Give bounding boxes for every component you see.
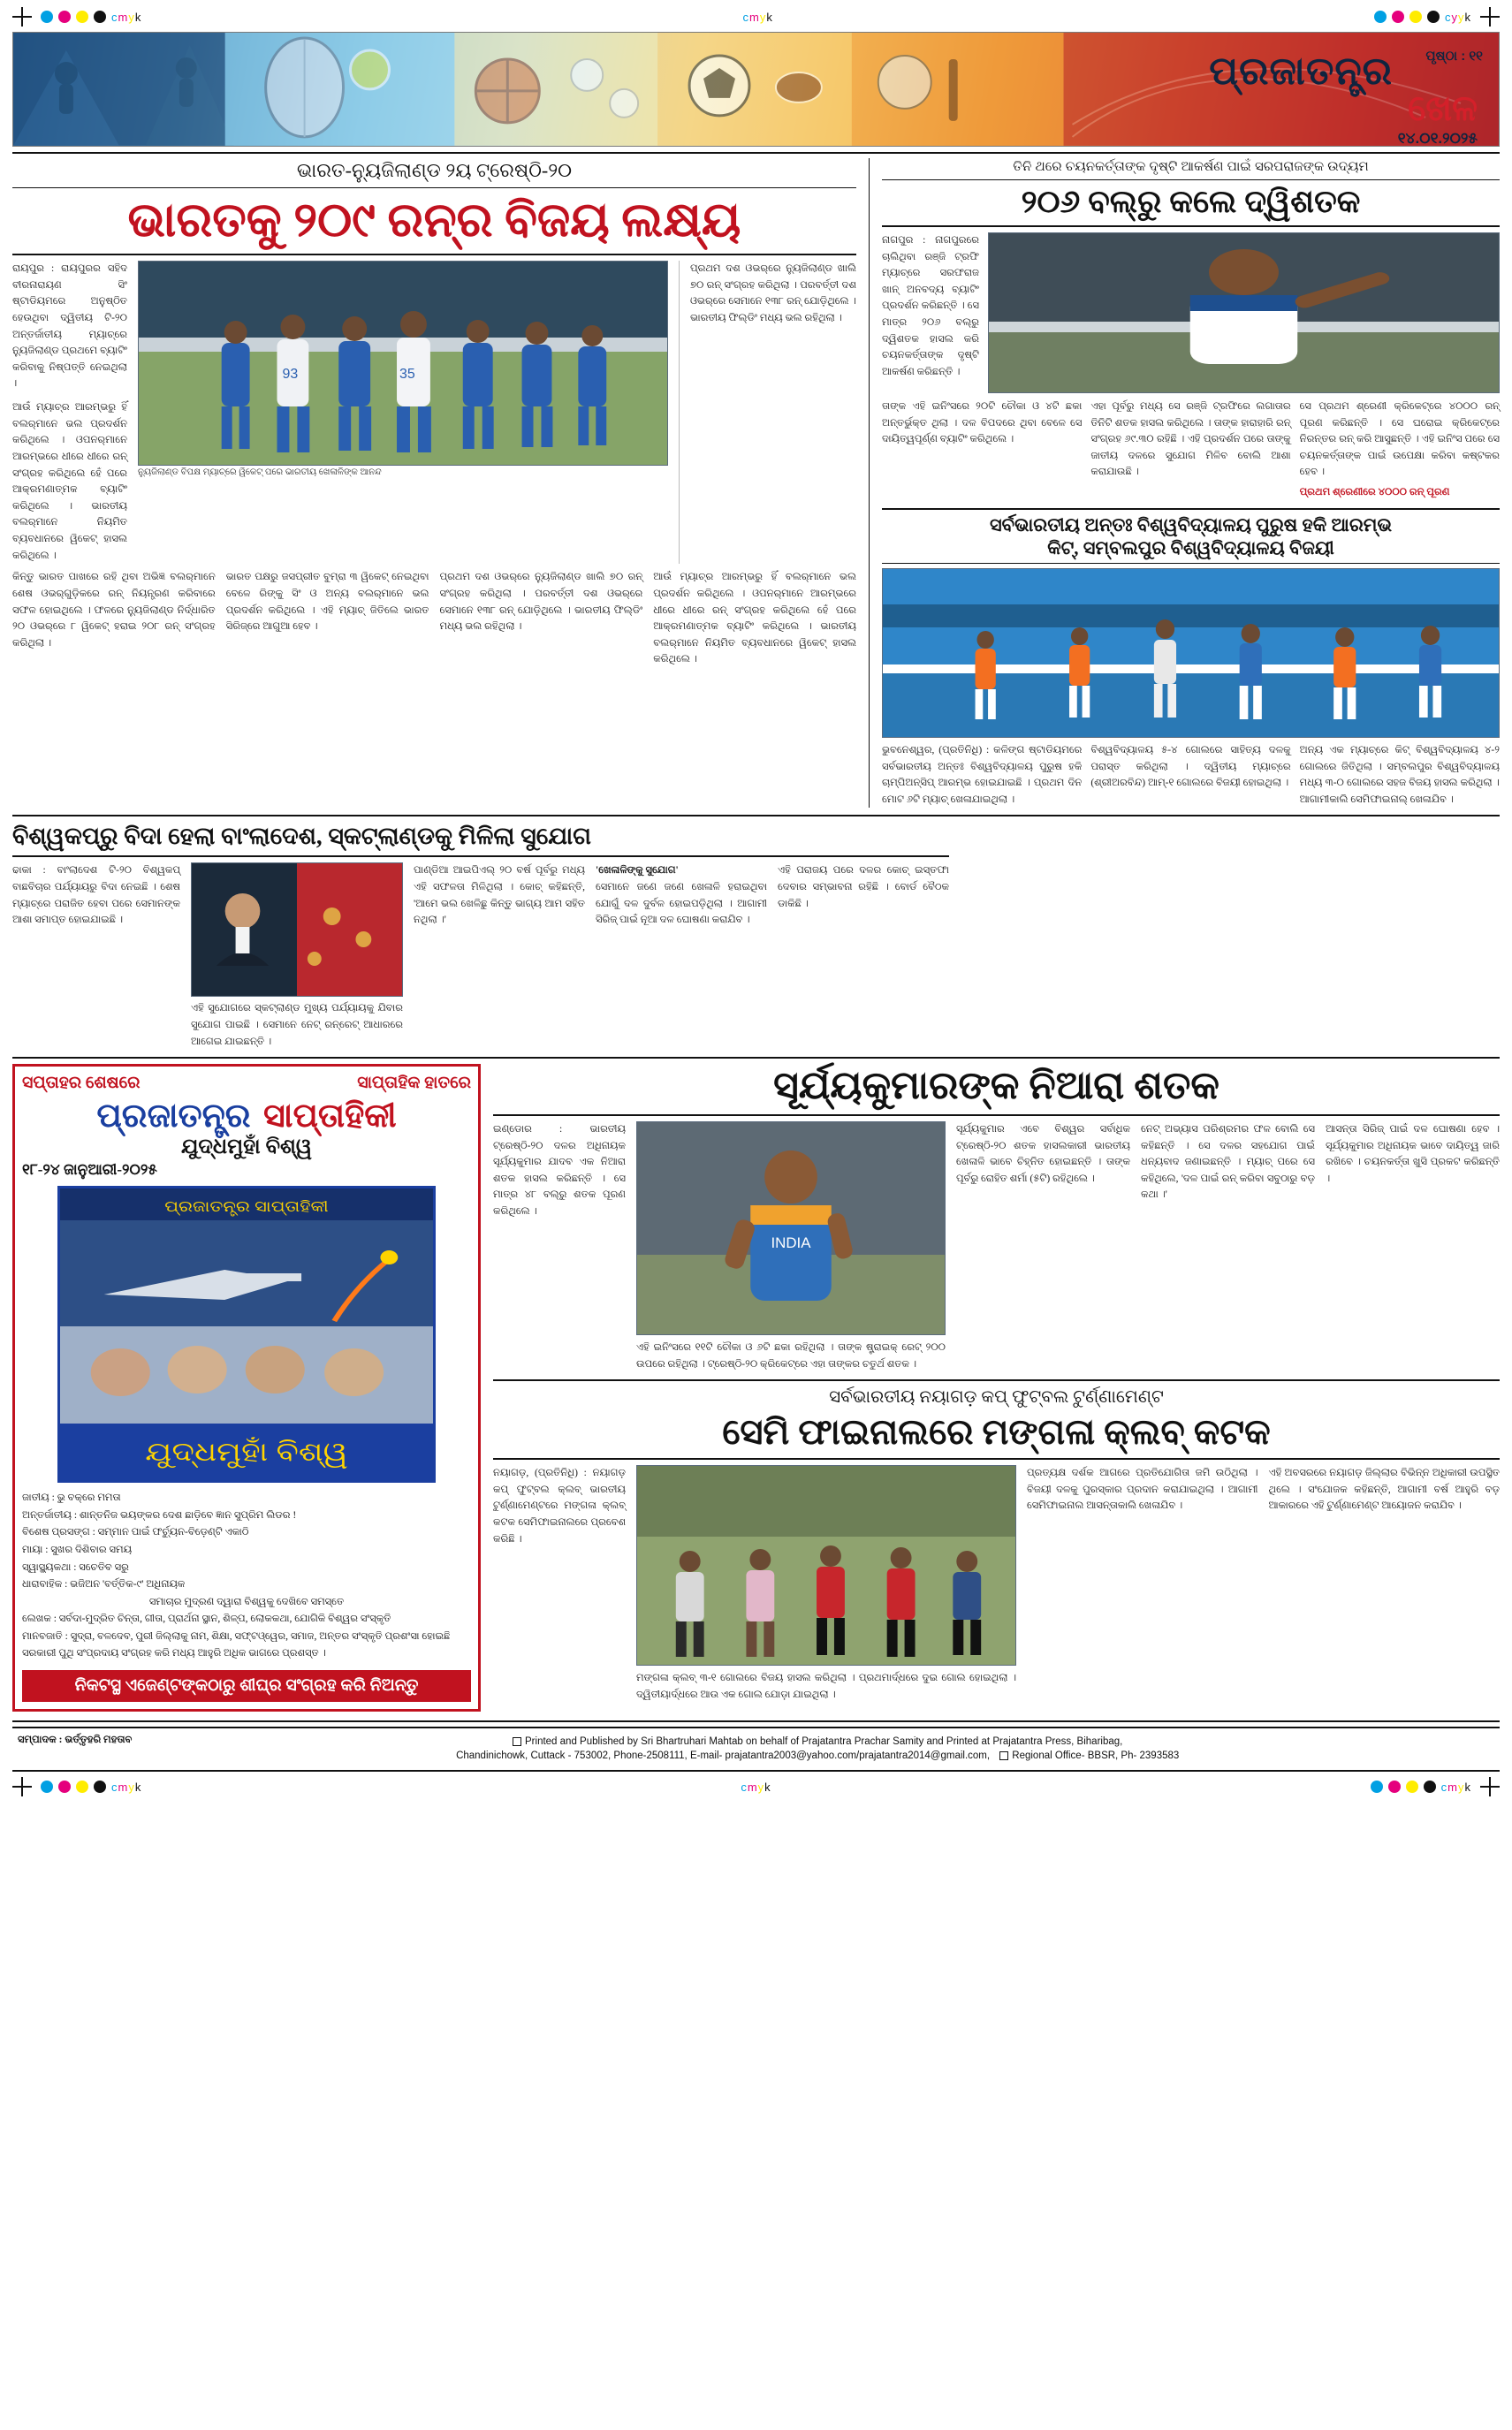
surya-photo xyxy=(636,1121,946,1335)
ad-line-5: ଧାରାବାହିକ : ଭଜିଅନ 'ବର୍ତ୍ତିକ-୯' ଅଧିନାୟକ xyxy=(22,1579,186,1591)
svg-text:ପ୍ରଜାତନ୍ତ୍ର ସାପ୍ତାହିକୀ: ପ୍ରଜାତନ୍ତ୍ର ସାପ୍ତାହିକୀ xyxy=(164,1199,329,1216)
masthead-section-title: ଖେଳ xyxy=(1408,88,1478,128)
ad-line-7: ଲେଖକ : ସର୍ବଦା-ମୁଦ୍ରିତ ଚିନ୍ତା, ଗୀତା, ପ୍ରାର୍ଥନା ସ୍ଥାନ, ଶିଳ୍ପ, ଲୋକକଥା, ଯୋଗିକି ବିଶ୍ୱର ସଂସ୍କୃତି xyxy=(22,1614,391,1625)
yellow-dot xyxy=(1406,1781,1418,1793)
page-number: ପୃଷ୍ଠା : ୧୧ xyxy=(1425,49,1483,64)
dc-kicker: ତିନି ଥରେ ଚୟନକର୍ତ୍ତାଙ୍କ ଦୃଷ୍ଟି ଆକର୍ଷଣ ପାଇଁ ସରପରାଜଙ୍କ ଉଦ୍ୟମ xyxy=(1013,159,1369,174)
football-kicker: ସର୍ବଭାରତୀୟ ନୟାଗଡ଼ କପ୍ ଫୁଟ୍‌ବଲ ଟୁର୍ଣ୍ଣାମେଣ୍ଟ xyxy=(829,1387,1164,1408)
rule xyxy=(12,855,949,857)
ad-top-right-label: ସାପ୍ତାହିକ ହାତରେ xyxy=(357,1074,471,1093)
lead-col-0: ଆଉଁ ମ୍ୟାଚ୍‌ର ଆରମ୍ଭରୁ ହିଁ ବଲର୍‌ମାନେ ଭଲ ପ୍ରଦର୍ଶନ କରିଥିଲେ । ଓପନର୍‌ମାନେ ଆରମ୍ଭରେ ଧୀରେ ଧୀରେ ରନ୍ ସଂଗ୍ରହ କରିଥିଲେ ହେଁ ପରେ ଆକ୍ରମଣାତ୍ମକ ବ୍ୟାଟିଂ କରିଥିଲେ । ଭାରତୀୟ ବଲର୍‌ମାନେ ନିୟମିତ ବ୍ୟବଧାନରେ ୱିକେଟ୍ ହାସଲ କରିଥିଲେ । xyxy=(12,402,127,561)
surya-col-0: ଇଣ୍ଡୋର : ଭାରତୀୟ ଟ୍ରେଷ୍ଠି-୨୦ ଦଳର ଅଧିନାୟକ ସୂର୍ଯ୍ୟକୁମାର ଯାଦବ ଏକ ନିଆରା ଶତକ ହାସଲ କରିଛନ୍ତି । ସେ ମାତ୍ର ୪୮ ବଲ୍‌ରୁ ଶତକ ପୂରଣ କରିଥିଲେ । xyxy=(493,1123,626,1218)
dc-highlight: ପ୍ରଥମ ଶ୍ରେଣୀରେ ୪୦୦୦ ରନ୍ ପୂରଣ xyxy=(1299,487,1450,498)
ad-line-0: ଜାତୀୟ : ଭୁ ବକ୍ରେ ମମତା xyxy=(22,1492,121,1504)
imprint-line-3: Regional Office- BBSR, Ph- 2393583 xyxy=(1012,1750,1180,1762)
imprint-line-1: Printed and Published by Sri Bhartruhari Mahtab on behalf of Prajatantra Prachar Samity and Printed at Prajatantra Press, Biharibag, xyxy=(525,1735,1123,1747)
dc-col-2: ଏହା ପୂର୍ବରୁ ମଧ୍ୟ ସେ ରଞ୍ଜି ଟ୍ରଫିରେ ଲଗାତାର ତିନିଟି ଶତକ ହାସଲ କରିଥିଲେ । ତାଙ୍କ ହାରାହାରି ରନ୍ ସଂଗ୍ରହ ୬୯.୩୦ ରହିଛି । ଏହି ପ୍ରଦର୍ଶନ ପରେ ତାଙ୍କୁ ଜାତୀୟ ଦଳରେ ସୁଯୋଗ ମିଳିବ ବୋଲି ଆଶା କରାଯାଉଛି । xyxy=(1090,400,1291,478)
bd-col-1: ଏହି ସୁଯୋଗରେ ସ୍କଟ୍‌ଲାଣ୍ଡ ମୁଖ୍ୟ ପର୍ଯ୍ୟାୟକୁ ଯିବାର ସୁଯୋଗ ପାଇଛି । ସେମାନେ ନେଟ୍ ରନ୍‌ରେଟ୍ ଆଧାରରେ ଆଗେଇ ଯାଇଛନ୍ତି । xyxy=(191,1003,403,1047)
bangladesh-story xyxy=(12,821,949,1050)
hockey-col-0: ଭୁବନେଶ୍ୱର, (ପ୍ରତିନିଧି) : କଳିଙ୍ଗ ଷ୍ଟାଡିୟମରେ ସର୍ବଭାରତୀୟ ଅନ୍ତଃ ବିଶ୍ୱବିଦ୍ୟାଳୟ ପୁରୁଷ ହକି ଚାମ୍ପିଅନ୍‌ସିପ୍ ଆରମ୍ଭ ହୋଇଯାଇଛି । ପ୍ରଥମ ଦିନ ମୋଟ ୬ଟି ମ୍ୟାଚ୍ ଖେଳାଯାଇଥିଲା । xyxy=(882,744,1083,805)
bd-photo xyxy=(191,862,403,997)
bd-col-2: ପାଣ୍ଡିଆ ଆଇପିଏଲ୍ ୨୦ ବର୍ଷ ପୂର୍ବରୁ ମଧ୍ୟ ଏହି ସଫଳତା ମିଳିଥିଲା । କୋଚ୍ କହିଛନ୍ତି, 'ଆମେ ଭଲ ଖେଳିଛୁ କିନ୍ତୁ ଭାଗ୍ୟ ଆମ ସହିତ ନଥିଲା ।' xyxy=(414,865,585,926)
rule xyxy=(12,1057,1500,1059)
square-bullet-icon-2 xyxy=(999,1751,1008,1760)
registration-mark-left xyxy=(12,7,32,27)
registration-mark-bottom-right xyxy=(1480,1777,1500,1796)
cmyk-label-right: cyyk xyxy=(1445,10,1471,24)
surya-headline: ସୂର୍ଯ୍ୟକୁମାରଙ୍କ ନିଆରା ଶତକ xyxy=(773,1064,1219,1108)
svg-text:35: 35 xyxy=(399,367,415,383)
svg-text:INDIA: INDIA xyxy=(771,1234,811,1251)
yellow-dot xyxy=(1409,11,1422,23)
lead-kicker: ଭାରତ-ନ୍ୟୁଜିଲାଣ୍ଡ ୨ୟ ଟ୍ରେଷ୍ଠି-୨୦ xyxy=(296,159,573,181)
masthead-date: ୧୪.୦୧.୨୦୨୫ xyxy=(1397,130,1478,147)
square-bullet-icon xyxy=(513,1737,521,1746)
advertisement[interactable] xyxy=(12,1064,481,1711)
imprint xyxy=(12,1727,1500,1772)
lead-col-3b: ପ୍ରଥମ ଦଶ ଓଭର୍‌ରେ ନ୍ୟୁଜିଲାଣ୍ଡ ଖାଲି ୭୦ ରନ୍ ସଂଗ୍ରହ କରିଥିଲା । ପରବର୍ତ୍ତୀ ଦଶ ଓଭର୍‌ରେ ସେମାନେ ୧୩୮ ରନ୍ ଯୋଡ଼ିଥିଲେ । ଭାରତୀୟ ଫିଲ୍ଡିଂ ମଧ୍ୟ ଭଲ ରହିଥିଲା । xyxy=(439,572,643,633)
ad-line-1: ଅନ୍ତର୍ଜାତୀୟ : ଶାନ୍ତନିଜ ଭୟଙ୍କର ଦେଶ ଛାଡ଼ିବେ ଜ୍ଞାନ ସୁପ୍ରିମ ଲିଡର ! xyxy=(22,1509,297,1521)
svg-text:93: 93 xyxy=(282,367,299,383)
masthead-title-group xyxy=(1209,49,1393,93)
lead-col-3: ପ୍ରଥମ ଦଶ ଓଭର୍‌ରେ ନ୍ୟୁଜିଲାଣ୍ଡ ଖାଲି ୭୦ ରନ୍ ସଂଗ୍ରହ କରିଥିଲା । ପରବର୍ତ୍ତୀ ଦଶ ଓଭର୍‌ରେ ସେମାନେ ୧୩୮ ରନ୍ ଯୋଡ଼ିଥିଲେ । ଭାରତୀୟ ଫିଲ୍ଡିଂ ମଧ୍ୟ ଭଲ ରହିଥିଲା । xyxy=(690,263,856,323)
dc-photo-graphic xyxy=(989,233,1499,392)
rule-below-masthead xyxy=(12,152,1500,154)
lead-photo-graphic xyxy=(139,262,667,465)
surya-col-4: ଆସନ୍ତା ସିରିଜ୍ ପାଇଁ ଦଳ ଘୋଷଣା ହେବ । ସୂର୍ଯ୍ୟକୁମାର ଅଧିନାୟକ ଭାବେ ଦାୟିତ୍ୱ ଜାରି ରଖିବେ । ଚୟନକର୍ତ୍ତା ଖୁସି ପ୍ରକଟ କରିଛନ୍ତି । xyxy=(1326,1123,1500,1184)
ad-title-1: ପ୍ରଜାତନ୍ତ୍ର xyxy=(96,1097,251,1135)
cyan-dot xyxy=(41,1781,53,1793)
vertical-rule xyxy=(869,158,870,808)
cyan-dot xyxy=(41,11,53,23)
football-headline: ସେମି ଫାଇନାଲରେ ମଙ୍ଗଳା କ୍ଲବ୍ କଟକ xyxy=(722,1412,1271,1453)
bd-col-4: ଏହି ପରାଜୟ ପରେ ଦଳର କୋଚ୍ ଇସ୍ତଫା ଦେବାର ସମ୍ଭାବନା ରହିଛି । ବୋର୍ଡ ବୈଠକ ଡାକିଛି । xyxy=(778,865,949,909)
ad-line-4: ସ୍ୱାସ୍ଥ୍ୟକଥା : ସଚେତିବ ସରୁ xyxy=(22,1561,129,1573)
bd-headline: ବିଶ୍ୱକପ୍‌ରୁ ବିଦା ହେଲା ବାଂଲାଦେଶ, ସ୍କଟ୍‌ଲାଣ୍ଡକୁ ମିଳିଲା ସୁଯୋଗ xyxy=(12,823,591,850)
hockey-col-2: ଅନ୍ୟ ଏକ ମ୍ୟାଚ୍‌ରେ କିଟ୍ ବିଶ୍ୱବିଦ୍ୟାଳୟ ୪-୨ ଗୋଲରେ ଜିତିଥିଲା । ସମ୍ବଲପୁର ବିଶ୍ୱବିଦ୍ୟାଳୟ ମଧ୍ୟ ୩-୦ ଗୋଲରେ ସହଜ ବିଜୟ ହାସଲ କରିଥିଲା । ଆଗାମୀକାଲି ସେମିଫାଇନାଲ୍ ଖେଳାଯିବ । xyxy=(1299,744,1500,805)
rule xyxy=(12,187,856,188)
lead-story xyxy=(12,158,856,808)
dc-col-3: ସେ ପ୍ରଥମ ଶ୍ରେଣୀ କ୍ରିକେଟ୍‌ରେ ୪୦୦୦ ରନ୍ ପୂରଣ କରିଛନ୍ତି । ସେ ଘରୋଇ କ୍ରିକେଟ୍‌ରେ ନିରନ୍ତର ରନ୍ କରି ଆସୁଛନ୍ତି । ଏହି ଇନିଂସ ପରେ ସେ ଚୟନକର୍ତ୍ତାଙ୍କ ପାଇଁ ଉପେକ୍ଷା କରିବା କଷ୍ଟକର ହେବ । xyxy=(1299,400,1500,478)
ad-contents-list xyxy=(22,1490,471,1662)
black-dot xyxy=(1427,11,1440,23)
registration-mark-bottom-left xyxy=(12,1777,32,1796)
cmyk-label-left: cmyk xyxy=(111,10,142,24)
rule xyxy=(882,179,1500,180)
yellow-dot xyxy=(76,1781,88,1793)
football-col-3: ଏହି ଅବସରରେ ନୟାଗଡ଼ ଜିଲ୍ଲାର ବିଭିନ୍ନ ଅଧିକାରୀ ଉପସ୍ଥିତ ଥିଲେ । ସଂଯୋଜକ କହିଛନ୍ତି, ଆଗାମୀ ବର୍ଷ ଆହୁରି ବଡ଼ ଆକାରରେ ଏହି ଟୁର୍ଣ୍ଣାମେଣ୍ଟ ଆୟୋଜନ କରାଯିବ । xyxy=(1268,1468,1500,1512)
double-century-story xyxy=(882,158,1500,808)
ad-line-3: ମାୟା : ସୁଖର ଦିଶିବାର ସମୟ xyxy=(22,1544,133,1555)
cmyk-label-bottom-right: cmyk xyxy=(1440,1780,1471,1794)
football-photo-graphic xyxy=(637,1466,1015,1665)
registration-mark-right xyxy=(1480,7,1500,27)
ad-subtitle: ଯୁଦ୍ଧମୁହାଁ ବିଶ୍ୱ xyxy=(181,1135,312,1159)
editor-label: ସମ୍ପାଦକ : ଭର୍ତ୍ତୃହରି ମହତାବ xyxy=(18,1734,133,1745)
cmyk-swatches-right xyxy=(1374,11,1471,24)
ad-line-9: ସରକାରୀ ପୁଥି ସଂପ୍ରଦାୟ ସଂଗ୍ରହ କରି ମଧ୍ୟ ଆହୁରି ଅଧିକ ଭାଗରେ ପ୍ରଶସ୍ତ । xyxy=(22,1648,326,1659)
bd-col-0: ଢାକା : ବାଂଲାଦେଶ ଟି-୨୦ ବିଶ୍ୱକପ୍ ବାଛବିଚାର ପର୍ଯ୍ୟାୟରୁ ବିଦା ନେଇଛି । ଶେଷ ମ୍ୟାଚ୍‌ରେ ପରାଜିତ ହେବା ପରେ ସେମାନଙ୍କ ଆଶା ସମାପ୍ତ ହୋଇଯାଇଛି । xyxy=(12,865,180,926)
hockey-col-1: ବିଶ୍ୱବିଦ୍ୟାଳୟ ୫-୪ ଗୋଲରେ ସାହିତ୍ୟ ଦଳକୁ ପରାସ୍ତ କରିଥିଲା । ଦ୍ୱିତୀୟ ମ୍ୟାଚ୍‌ରେ (ଶ୍ରୀଅରବିନ୍ଦ) ଆମ୍‌-୧ ଗୋଲରେ ବିଜୟୀ ହୋଇଥିଲା । xyxy=(1090,744,1291,789)
lead-col-2b: ଭାରତ ପକ୍ଷରୁ ଜସପ୍ରୀତ ବୁମ୍‌ରା ୩ ୱିକେଟ୍ ନେଇଥିବା ବେଳେ ରିଙ୍କୁ ସିଂ ଓ ଅନ୍ୟ ବଲର୍‌ମାନେ ଭଲ ପ୍ରଦର୍ଶନ କରିଥିଲେ । ଏହି ମ୍ୟାଚ୍ ଜିତିଲେ ଭାରତ ସିରିଜ୍‌ରେ ଆଗୁଆ ହେବ । xyxy=(225,572,429,633)
ad-date-range: ୧୮-୨୪ ଜାନୁଆରୀ-୨୦୨୫ xyxy=(22,1161,157,1179)
bd-quote-head: 'ଖେଳାଳିଙ୍କୁ ସୁଯୋଗ' xyxy=(596,865,679,877)
dc-col-1: ତାଙ୍କ ଏହି ଇନିଂସରେ ୨୦ଟି ଚୌକା ଓ ୪ଟି ଛକା ଅନ୍ତର୍ଭୁକ୍ତ ଥିଲା । ଦଳ ବିପଦରେ ଥିବା ବେଳେ ସେ ଦାୟିତ୍ୱପୂର୍ଣ୍ଣ ବ୍ୟାଟିଂ କରିଥିଲେ । xyxy=(882,400,1083,445)
ad-line-8: ମାନବଜାତି : ସୁଦ୍ରା, ବଳଦେବ, ପୁରୀ ଜିଲ୍ଲାକୁ ନାମ, ଶିକ୍ଷା, ସଫ୍ଟଓ୍ୱେର, ସମାଜ, ଅନ୍ତର ସଂସ୍କୃତି ପ୍ରଶଂସା ହୋଇଛି xyxy=(22,1630,451,1642)
hockey-headline: ସର୍ବଭାରତୀୟ ଅନ୍ତଃ ବିଶ୍ୱବିଦ୍ୟାଳୟ ପୁରୁଷ ହକି ଆରମ୍ଭ xyxy=(989,513,1393,535)
page-body xyxy=(12,152,1500,1722)
rule xyxy=(493,1458,1500,1460)
dc-photo xyxy=(988,232,1500,393)
ad-cover-graphic xyxy=(60,1188,433,1480)
ad-cta-banner[interactable]: ନିକଟସ୍ଥ ଏଜେଣ୍ଟଙ୍କଠାରୁ ଶୀଘ୍ର ସଂଗ୍ରହ କରି ନିଅନ୍ତୁ xyxy=(22,1670,471,1702)
ad-cover-image xyxy=(57,1186,436,1483)
lead-headline: ଭାରତକୁ ୨୦୯ ରନ୍‌ର ବିଜୟ ଲକ୍ଷ୍ୟ xyxy=(127,193,741,247)
rule xyxy=(882,508,1500,510)
imprint-line-2: Chandinichowk, Cuttack - 753002, Phone-2508111, E-mail- prajatantra2003@yahoo.com/prajatantra2014@gmail.com, xyxy=(456,1750,991,1762)
ad-line-6: ସମାଚାର ମୁଦ୍ରଣ ଦ୍ୱାରା ବିଶ୍ୱକୁ ଦେଖିବେ ସମସ୍ତେ xyxy=(148,1596,345,1607)
bd-col-3: ସେମାନେ ଜଣେ ଜଣେ ଖେଳାଳି ହରାଇଥିବା ଯୋଗୁଁ ଦଳ ଦୁର୍ବଳ ହୋଇପଡ଼ିଥିଲା । ଆଗାମୀ ସିରିଜ୍ ପାଇଁ ନୂଆ ଦଳ ଘୋଷଣା କରାଯିବ । xyxy=(596,882,767,926)
rule xyxy=(12,815,1500,816)
svg-text:ଯୁଦ୍ଧମୁହାଁ ବିଶ୍ୱ: ଯୁଦ୍ଧମୁହାଁ ବିଶ୍ୱ xyxy=(145,1438,348,1468)
lead-col-1b: କିନ୍ତୁ ଭାରତ ପାଖରେ ରହି ଥିବା ଅଭିଜ୍ଞ ବଲର୍‌ମାନେ ଶେଷ ଓଭର୍‌ଗୁଡ଼ିକରେ ରନ୍ ନିୟନ୍ତ୍ରଣ କରିବାରେ ସଫଳ ହୋଇଥିଲେ । ଫଳରେ ନ୍ୟୁଜିଲାଣ୍ଡ ନିର୍ଦ୍ଧାରିତ ୨୦ ଓଭର୍‌ରେ ୮ ୱିକେଟ୍ ହରାଇ ୨୦୮ ରନ୍ ସଂଗ୍ରହ କରିଥିଲା । xyxy=(12,572,216,649)
masthead-title: ପ୍ରଜାତନ୍ତ୍ର xyxy=(1209,49,1393,93)
black-dot xyxy=(94,1781,106,1793)
lead-photo-caption: ନ୍ୟୁଜିଲାଣ୍ଡ ବିପକ୍ଷ ମ୍ୟାଚ୍‌ରେ ୱିକେଟ୍ ପରେ ଭାରତୀୟ ଖେଳାଳିଙ୍କ ଆନନ୍ଦ xyxy=(138,467,382,478)
hockey-subhead: କିଟ୍, ସମ୍ବଲପୁର ବିଶ୍ୱବିଦ୍ୟାଳୟ ବିଜୟୀ xyxy=(1047,536,1334,558)
surya-col-2: ସୂର୍ଯ୍ୟକୁମାର ଏବେ ବିଶ୍ୱର ସର୍ବାଧିକ ଟ୍ରେଷ୍ଠି-୨୦ ଶତକ ହାସଲକାରୀ ଭାରତୀୟ ଖେଳାଳି ଭାବେ ଚିହ୍ନିତ ହୋଇଛନ୍ତି । ତାଙ୍କ ପୂର୍ବରୁ ରୋହିତ ଶର୍ମା (୫ଟି) ରହିଥିଲେ । xyxy=(956,1123,1130,1184)
surya-col-3: ନେଟ୍ ଅଭ୍ୟାସ ପରିଶ୍ରମର ଫଳ ବୋଲି ସେ କହିଛନ୍ତି । ସେ ଦଳର ସହଯୋଗ ପାଇଁ ଧନ୍ୟବାଦ ଜଣାଇଛନ୍ତି । ମ୍ୟାଚ୍ ପରେ ସେ କହିଥିଲେ, 'ଦଳ ପାଇଁ ରନ୍ କରିବା ସବୁଠାରୁ ବଡ଼ କଥା ।' xyxy=(1141,1123,1315,1201)
surya-col-1: ଏହି ଇନିଂସରେ ୧୧ଟି ଚୌକା ଓ ୬ଟି ଛକା ରହିଥିଲା । ତାଙ୍କ ଷ୍ଟ୍ରାଇକ୍ ରେଟ୍ ୨୦୦ ଉପରେ ରହିଥିଲା । ଟ୍ରେଷ୍ଠି-୨୦ କ୍ରିକେଟ୍‌ରେ ଏହା ତାଙ୍କର ଚତୁର୍ଥ ଶତକ । xyxy=(636,1341,946,1370)
magenta-dot xyxy=(58,11,71,23)
masthead xyxy=(12,32,1500,147)
yellow-dot xyxy=(76,11,88,23)
cyan-dot xyxy=(1371,1781,1383,1793)
rule xyxy=(12,1720,1500,1722)
cmyk-label-bottom-left: cmyk xyxy=(111,1780,142,1794)
cmyk-label-center: cmyk xyxy=(742,10,773,24)
bottom-registration-bar xyxy=(0,1772,1512,1805)
lead-col-0b: ଆଉଁ ମ୍ୟାଚ୍‌ର ଆରମ୍ଭରୁ ହିଁ ବଲର୍‌ମାନେ ଭଲ ପ୍ରଦର୍ଶନ କରିଥିଲେ । ଓପନର୍‌ମାନେ ଆରମ୍ଭରେ ଧୀରେ ଧୀରେ ରନ୍ ସଂଗ୍ରହ କରିଥିଲେ ହେଁ ପରେ ଆକ୍ରମଣାତ୍ମକ ବ୍ୟାଟିଂ କରିଥିଲେ । ଭାରତୀୟ ବଲର୍‌ମାନେ ନିୟମିତ ବ୍ୟବଧାନରେ ୱିକେଟ୍ ହାସଲ କରିଥିଲେ । xyxy=(653,572,856,665)
hockey-photo-graphic xyxy=(883,569,1499,737)
football-col-0: ନୟାଗଡ଼, (ପ୍ରତିନିଧି) : ନୟାଗଡ଼ କପ୍ ଫୁଟ୍‌ବଲ କ୍ଲବ୍ ଭାରତୀୟ ଟୁର୍ଣ୍ଣାମେଣ୍ଟରେ ମଙ୍ଗଳା କ୍ଲବ୍ କଟକ ସେମିଫାଇନାଲରେ ପ୍ରବେଶ କରିଛି । xyxy=(493,1468,626,1545)
magenta-dot xyxy=(1392,11,1404,23)
dc-col-0: ନାଗପୁର : ନାଗପୁରରେ ଚାଲିଥିବା ରଞ୍ଜି ଟ୍ରଫି ମ୍ୟାଚ୍‌ରେ ସରଫରାଜ ଖାନ୍ ଅନବଦ୍ୟ ବ୍ୟାଟିଂ ପ୍ରଦର୍ଶନ କରିଛନ୍ତି । ସେ ମାତ୍ର ୨୦୬ ବଲ୍‌ରୁ ଦ୍ୱିଶତକ ହାସଲ କରି ଚୟନକର୍ତ୍ତାଙ୍କ ଦୃଷ୍ଟି ଆକର୍ଷଣ କରିଛନ୍ତି । xyxy=(882,234,979,377)
rule xyxy=(882,225,1500,227)
rule xyxy=(882,563,1500,564)
football-col-1: ମଙ୍ଗଳା କ୍ଲବ୍ ୩-୧ ଗୋଲରେ ବିଜୟ ହାସଲ କରିଥିଲା । ପ୍ରଥମାର୍ଦ୍ଧରେ ଦୁଇ ଗୋଲ ହୋଇଥିଲା । ଦ୍ୱିତୀୟାର୍ଦ୍ଧରେ ଆଉ ଏକ ଗୋଲ ଯୋଡ଼ା ଯାଇଥିଲା । xyxy=(636,1673,1016,1700)
cyan-dot xyxy=(1374,11,1387,23)
football-photo xyxy=(636,1465,1016,1666)
dc-headline: ୨୦୬ ବଲ୍‌ରୁ କଲେ ଦ୍ୱିଶତକ xyxy=(1021,183,1361,219)
ad-title-2: ସାପ୍ତାହିକୀ xyxy=(263,1097,397,1135)
top-registration-bar xyxy=(0,0,1512,32)
black-dot xyxy=(94,11,106,23)
cmyk-label-bottom-center: cmyk xyxy=(741,1780,771,1794)
surya-photo-graphic xyxy=(637,1122,945,1334)
cmyk-swatches-bottom-left xyxy=(41,1781,141,1794)
rule xyxy=(493,1114,1500,1116)
rule xyxy=(493,1379,1500,1381)
lead-dateline: ରାୟପୁର : ରାୟପୁରର ସହିଦ ବୀରନାରାୟଣ ସିଂ ଷ୍ଟାଡିୟମରେ ଅନୁଷ୍ଠିତ ହେଉଥିବା ଦ୍ୱିତୀୟ ଟି-୨୦ ଅନ୍ତର୍ଜାତୀୟ ମ୍ୟାଚ୍‌ରେ ନ୍ୟୁଜିଲାଣ୍ଡ ପ୍ରଥମେ ବ୍ୟାଟିଂ କରିବାକୁ ନିଷ୍ପତ୍ତି ନେଇଥିଲା । xyxy=(12,263,127,390)
lead-photo xyxy=(138,261,668,466)
hockey-photo xyxy=(882,568,1500,738)
magenta-dot xyxy=(1388,1781,1401,1793)
ad-line-2: ବିଶେଷ ପ୍ରସଙ୍ଗ : ସମ୍ମାନ ପାଇଁ ଫର୍ଚ୍ୟୁନ-ବିଡ଼େଣ୍ଟି ଏକାଠି xyxy=(22,1527,249,1538)
cmyk-swatches-bottom-right xyxy=(1371,1781,1471,1794)
imprint-body xyxy=(141,1735,1494,1764)
surya-and-football-block xyxy=(493,1064,1500,1711)
black-dot xyxy=(1424,1781,1436,1793)
bd-photo-graphic xyxy=(192,863,402,996)
cmyk-swatches-left xyxy=(41,11,141,24)
football-col-2: ପ୍ରତ୍ୟକ୍ଷ ଦର୍ଶକ ଆଗରେ ପ୍ରତିଯୋଗିତା ଜମି ଉଠିଥିଲା । ବିଜୟୀ ଦଳକୁ ପୁରସ୍କାର ପ୍ରଦାନ କରାଯାଇଥିଲା । ଆଗାମୀ ସେମିଫାଇନାଲ ଆସନ୍ତାକାଲି ଖେଳାଯିବ । xyxy=(1027,1468,1258,1512)
column-rule xyxy=(679,261,680,564)
rule xyxy=(12,254,856,255)
magenta-dot xyxy=(58,1781,71,1793)
ad-top-left-label: ସପ୍ତାହର ଶେଷରେ xyxy=(22,1074,141,1093)
